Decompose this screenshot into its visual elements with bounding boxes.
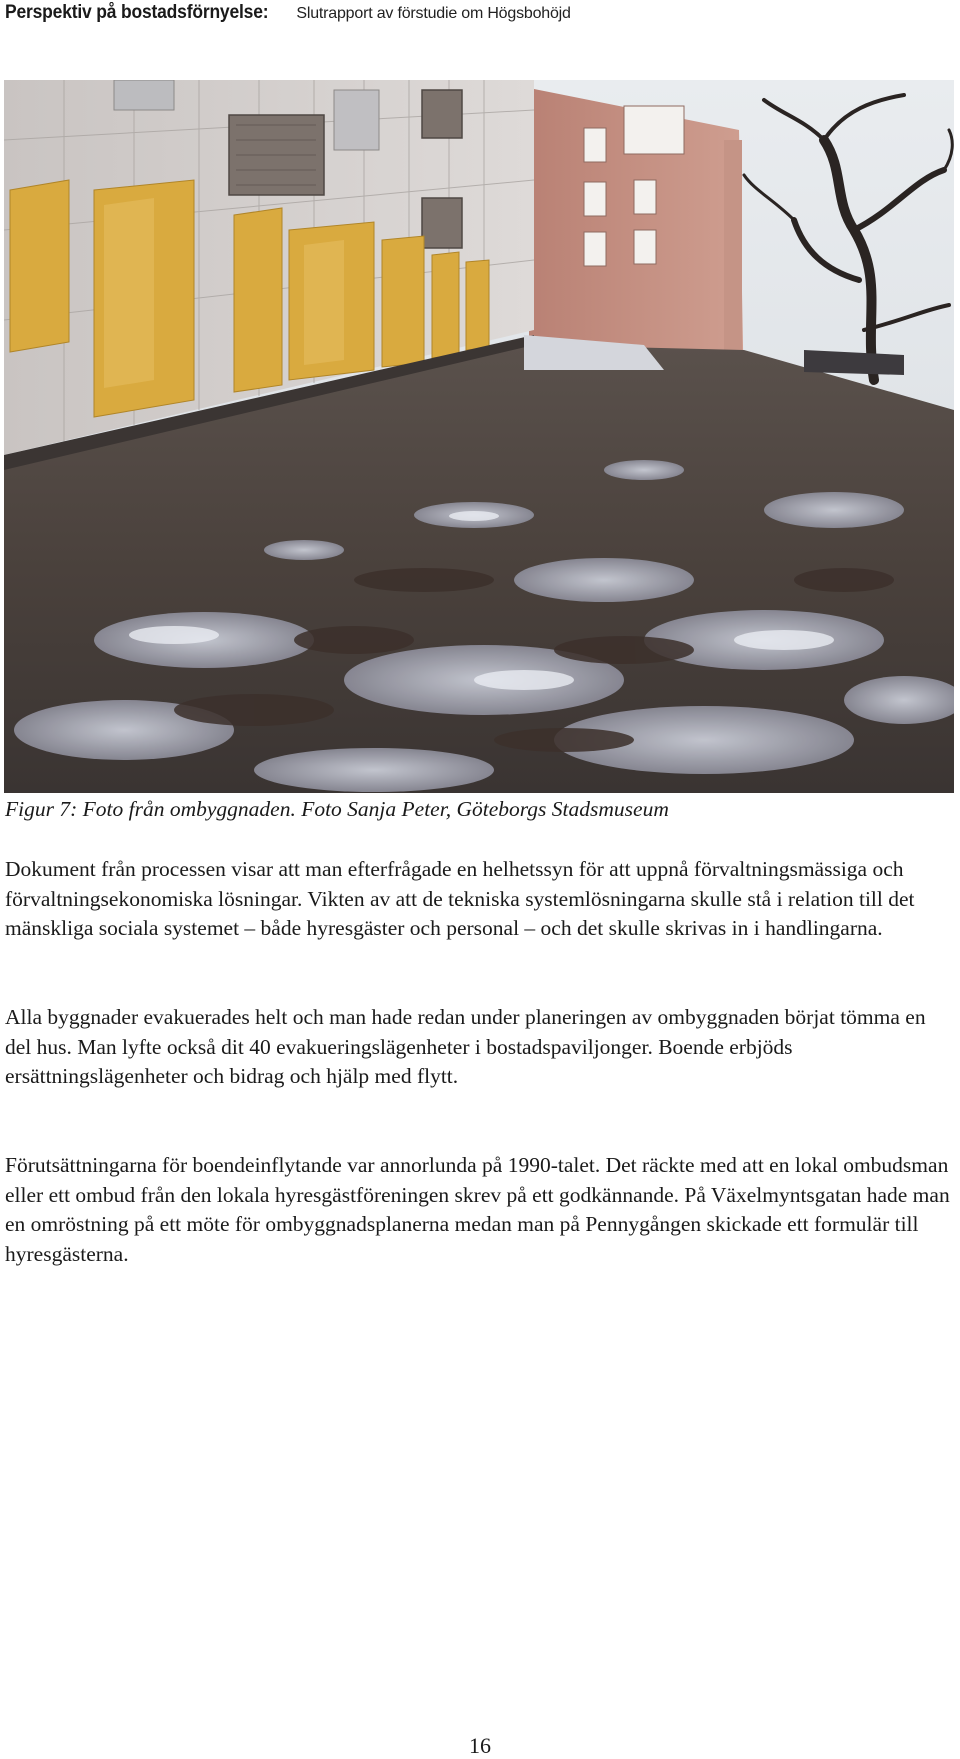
header-title: Perspektiv på bostadsförnyelse: (5, 2, 269, 23)
body-paragraph-2: Alla byggnader evakuerades helt och man hade redan under planeringen av ombyggnaden börjat tömma en del hus. Man lyfte också dit 40 evakueringslägenheter i bostadspaviljonger. Boende erbjöds ersättningslägenheter och bidrag och hjälp med flytt. (5, 1005, 926, 1088)
page-number: 16 (469, 1733, 491, 1758)
page-header (5, 2, 571, 24)
figure-caption: Figur 7: Foto från ombyggnaden. Foto Sanja Peter, Göteborgs Stadsmuseum (5, 797, 669, 821)
body-paragraph-1: Dokument från processen visar att man efterfrågade en helhetssyn för att uppnå förvaltningsmässiga och förvaltningsekonomiska lösningar. Vikten av att de tekniska systemlösningarna skulle stå i relation till det mänskliga sociala systemet – både hyresgäster och personal – och det skulle skrivas in i handlingarna. (5, 857, 915, 940)
body-paragraph-3: Förutsättningarna för boendeinflytande var annorlunda på 1990-talet. Det räckte med att en lokal ombudsman eller ett ombud från den lokala hyresgästföreningen skrev på ett godkännande. På Växelmyntsgatan hade man en omröstning på ett möte för ombyggnadsplanerna medan man på Pennygången skickade ett formulär till hyresgästerna. (5, 1153, 950, 1266)
construction-photo (4, 80, 954, 793)
header-subtitle: Slutrapport av förstudie om Högsbohöjd (296, 5, 571, 22)
